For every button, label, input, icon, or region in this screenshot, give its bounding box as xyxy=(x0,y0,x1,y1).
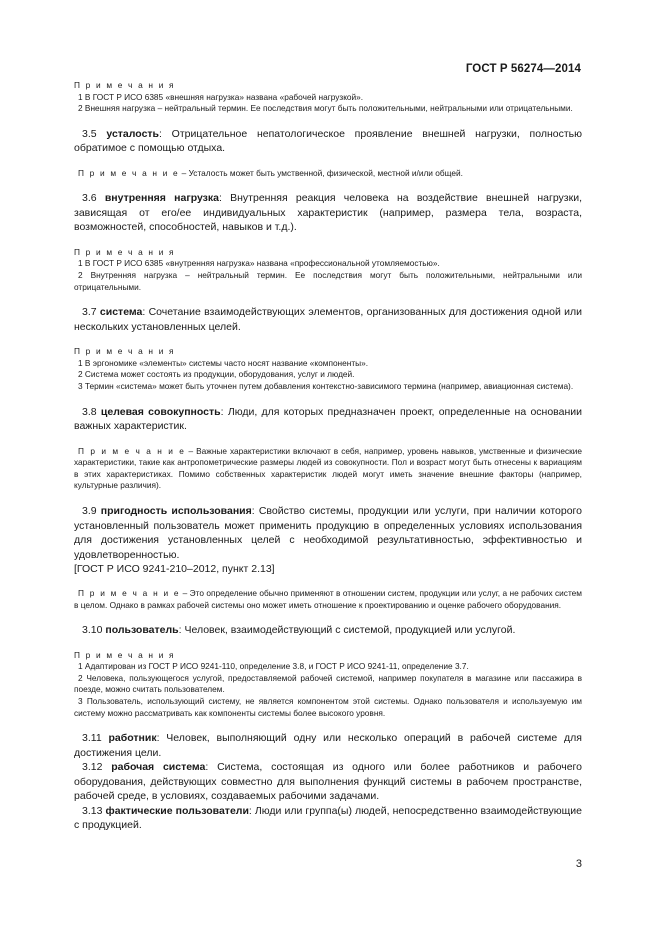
note-line: 2 Человека, пользующегося услугой, предоставляемой рабочей системой, например покупателя в магазине или пассажира в поезде, можно считать пользователем. xyxy=(74,672,582,695)
term-definition: : Отрицательное непатологическое проявление внешней нагрузки, полностью обратимое с помощью отдыха. xyxy=(74,127,582,155)
note-text: – Важные характеристики включают в себя, например, уровень навыков, умственные и физические характеристики, такие как антропометрические размеры людей из совокупности. Пол и возраст могут быть отнесены к вариациям в этих характеристиках. Помимо собственных характеристик людей могут иметь значение внешние факторы (например, культурные различия). xyxy=(74,445,582,491)
term-3-11 xyxy=(74,731,582,760)
term-name: пользователь xyxy=(105,624,179,637)
note-line: 2 Внутренняя нагрузка – нейтральный термин. Ее последствия могут быть положительными, нейтральными или отрицательными. xyxy=(74,270,582,292)
term-name: внутренняя нагрузка xyxy=(104,192,219,205)
term-3-12 xyxy=(74,760,582,804)
term-number: 3.13 xyxy=(82,804,103,817)
term-name: фактические пользователи xyxy=(105,804,249,817)
term-number: 3.11 xyxy=(82,732,102,745)
term-3-8 xyxy=(74,405,582,434)
standard-header: ГОСТ Р 56274—2014 xyxy=(465,63,581,75)
note-3-8 xyxy=(74,446,582,492)
term-number: 3.10 xyxy=(82,624,103,637)
page-number: 3 xyxy=(575,858,582,870)
term-number: 3.8 xyxy=(82,405,97,418)
term-name: целевая совокупность xyxy=(100,405,221,418)
note-label: П р и м е ч а н и е xyxy=(78,167,180,178)
term-name: усталость xyxy=(106,127,160,140)
notes-heading: П р и м е ч а н и я xyxy=(74,649,176,660)
term-3-5 xyxy=(74,127,582,156)
term-name: система xyxy=(99,306,143,319)
term-definition: : Свойство системы, продукции или услуги, при наличии которого установленный пользователь может применить продукцию в определенных условиях использования для достижения установленных целей с необходимой результативностью, эффективностью и удовлетворенностью. xyxy=(74,505,582,561)
term-definition: : Сочетание взаимодействующих элементов, организованных для достижения одной или нескольких установленных целей. xyxy=(74,306,582,333)
note-text: – Усталость может быть умственной, физической, местной и/или общей. xyxy=(179,167,463,178)
notes-heading: П р и м е ч а н и я xyxy=(74,80,176,90)
term-name: рабочая система xyxy=(111,761,206,774)
note-line: 1 В ГОСТ Р ИСО 6385 «внешняя нагрузка» названа «рабочей нагрузкой». xyxy=(78,91,364,102)
page-content xyxy=(74,80,582,833)
term-definition: : Люди или группа(ы) людей, непосредственно взаимодействующие с продукцией. xyxy=(74,804,582,832)
term-name: пригодность использования xyxy=(100,505,252,517)
note-3-9 xyxy=(74,588,582,611)
term-3-13 xyxy=(74,804,582,833)
note-line: 1 В эргономике «элементы» системы часто носят название «компоненты». xyxy=(78,357,369,368)
term-number: 3.5 xyxy=(82,127,97,140)
notes-heading: П р и м е ч а н и я xyxy=(74,346,176,357)
term-definition: : Человек, взаимодействующий с системой, продукцией или услугой. xyxy=(178,624,516,637)
term-3-9 xyxy=(74,504,582,562)
term-number: 3.6 xyxy=(82,192,97,205)
note-line: 2 Внешняя нагрузка – нейтральный термин. Ее последствия могут быть положительными, нейтральными или отрицательными. xyxy=(78,103,573,114)
term-3-10 xyxy=(74,623,582,638)
term-number: 3.12 xyxy=(82,761,103,774)
term-definition: : Внутренняя реакция человека на воздействие внешней нагрузки, зависящая от его/ее индивидуальных характеристик (например, размера тела, возраста, возможностей, способностей, навыков и т.д.). xyxy=(74,192,582,234)
term-definition: : Люди, для которых предназначен проект, определенные на основании важных характеристик. xyxy=(74,405,583,433)
term-definition: : Система, состоящая из одного или более работников и рабочего оборудования, действующих совместно для выполнения функций системы в рабочем пространстве, рабочей среде, в условиях, создаваемых рабочими задачами. xyxy=(74,761,582,803)
term-source: [ГОСТ Р ИСО 9241-210–2012, пункт 2.13] xyxy=(74,563,275,575)
note-3-5 xyxy=(74,168,582,180)
notes-heading: П р и м е ч а н и я xyxy=(74,246,176,257)
term-name: работник xyxy=(108,732,157,745)
note-label: П р и м е ч а н и е xyxy=(78,445,186,456)
note-line: 1 Адаптирован из ГОСТ Р ИСО 9241-110, определение 3.8, и ГОСТ Р ИСО 9241-11, определение 3.7. xyxy=(78,661,469,672)
term-definition: : Человек, выполняющий одну или несколько операций в рабочей системе для достижения цели. xyxy=(74,732,582,759)
term-number: 3.9 xyxy=(82,505,97,517)
note-line: 2 Система может состоять из продукции, оборудования, услуг и людей. xyxy=(78,369,355,380)
note-line: 1 В ГОСТ Р ИСО 6385 «внутренняя нагрузка» названа «профессиональной утомляемостью». xyxy=(78,258,440,269)
term-3-7 xyxy=(74,305,582,334)
note-text: – Это определение обычно применяют в отношении систем, продукции или услуг, а не рабочих систем в целом. Однако в рамках рабочей системы оно может иметь отношение к проектированию и оценке рабочего оборудования. xyxy=(74,588,582,610)
note-line: 3 Термин «система» может быть уточнен путем добавления контекстно-зависимого термина (например, авиационная система). xyxy=(78,381,574,392)
note-line: 3 Пользователь, использующий систему, не является компонентом этой системы. Однако пользователя и используемую им систему можно рассматривать как компоненты системы более высокого уровня. xyxy=(74,696,582,718)
term-number: 3.7 xyxy=(82,306,97,319)
note-label: П р и м е ч а н и е xyxy=(78,588,181,598)
term-3-6 xyxy=(74,191,582,235)
